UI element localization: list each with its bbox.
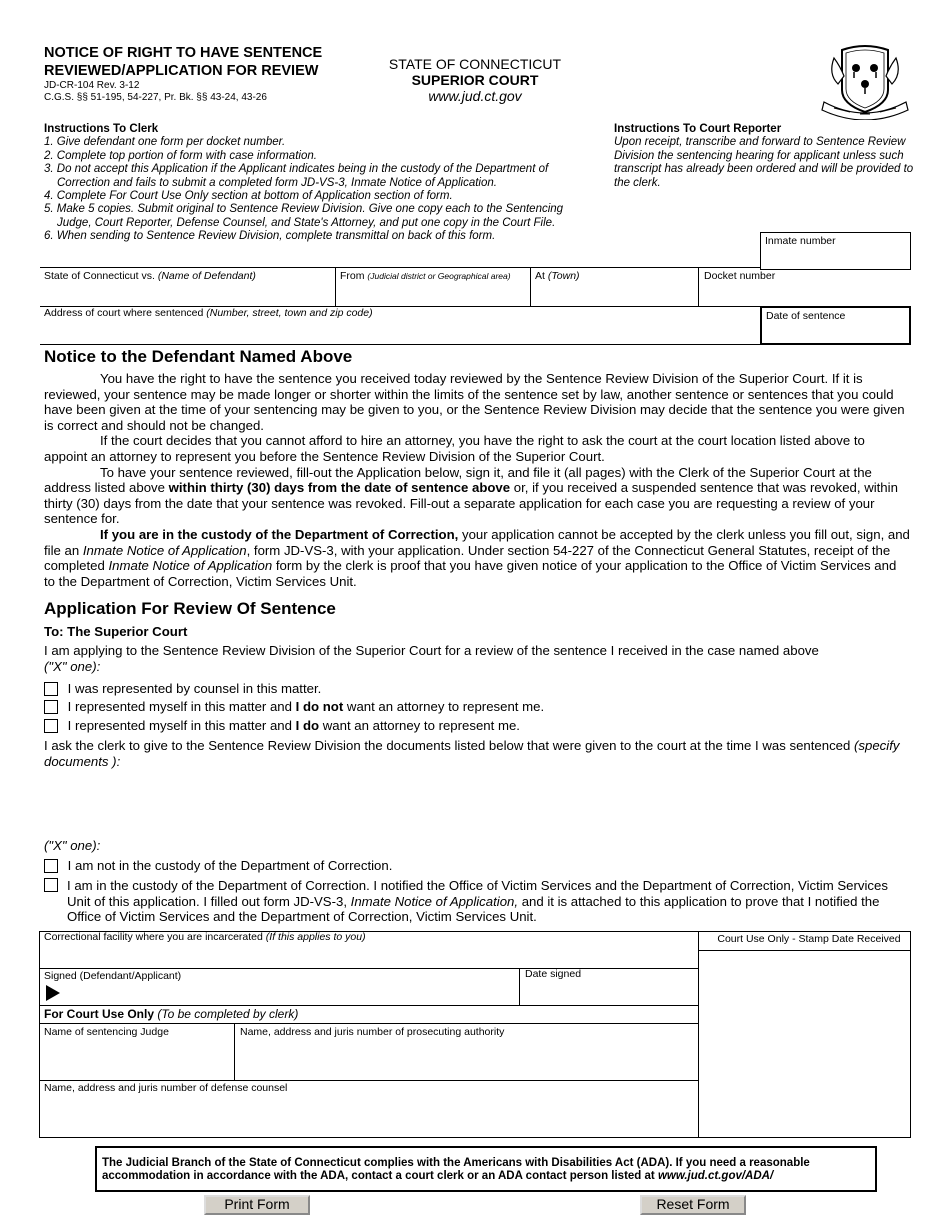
custody-yes-checkbox[interactable] [44,878,58,892]
option-emphasis: I do not [295,699,344,714]
application-intro-text: I am applying to the Sentence Review Division of the Superior Court for a review of the sentence I received in the case named above [44,643,819,658]
clerk-instruction-item: 5. Make 5 copies. Submit original to Sentence Review Division. Give one copy each to the Sentencing Judge, Court Reporter, Defense Counsel, and State's Attorney, and put one copy in the Court File. [44,203,564,229]
court-address-field[interactable] [40,305,748,321]
court-address-hint: (Number, street, town and zip code) [206,307,373,319]
custody-yes-label [67,878,912,925]
clerk-instructions-title: Instructions To Clerk [44,123,159,135]
clerk-instruction-item: 6. When sending to Sentence Review Division, complete transmittal on back of this form. [44,230,496,243]
docket-number-field[interactable] [700,268,908,284]
court-use-hint: (To be completed by clerk) [157,1007,299,1021]
clerk-instruction-item: 1. Give defendant one form per docket number. [44,136,286,149]
from-field[interactable] [336,268,534,284]
notice-paragraph-4 [44,527,910,589]
notice-body [44,371,910,589]
judge-label: Name of sentencing Judge [44,1026,169,1038]
custody-no-checkbox[interactable] [44,859,58,873]
court-address-label: Address of court where sentenced [44,307,204,319]
notice-paragraph-2: If the court decides that you cannot afford to hire an attorney, you have the right to ask the court at the court location listed above to appoint an attorney to represent you before the Sentence Review Division of the Superior Court. [44,433,865,464]
deadline-emphasis: within thirty (30) days from the date of sentence above [168,480,511,496]
application-heading: Application For Review Of Sentence [44,599,336,618]
option-want-attorney-checkbox[interactable] [44,719,58,733]
signature-field[interactable] [40,968,518,1007]
x-one-hint-2 [44,838,100,854]
notice-p4-text: your application cannot be accepted by the clerk unless you fill out, sign, and file an [44,526,910,558]
date-of-sentence-label: Date of sentence [766,310,846,322]
prosecutor-label: Name, address and juris number of prosecuting authority [240,1026,505,1038]
option-counsel-checkbox[interactable] [44,682,58,696]
notice-paragraph-1: You have the right to have the sentence you received today reviewed by the Sentence Review Division of the Superior Court. If it is reviewed, your sentence may be made longer or shorter within the limits of the sentence set by law, another sentence or sentences that you could have been given at the time of your sentencing may be given to you, or the Sentence Review Division may decide that the sentence you were given is correct and should not be changed. [44,371,905,433]
ada-link[interactable]: www.jud.ct.gov/ADA/ [657,1170,774,1182]
option-emphasis: I do [295,718,320,733]
court-header [360,56,590,104]
form-title-line1: NOTICE OF RIGHT TO HAVE SENTENCE [44,45,323,61]
stamp-area [699,951,911,1138]
date-signed-field[interactable] [521,966,699,982]
application-to: To: The Superior Court [44,624,188,639]
custody-emphasis: If you are in the custody of the Department of Correction, [100,526,459,542]
form-title-line2: REVIEWED/APPLICATION FOR REVIEW [44,63,319,79]
state-name: STATE OF CONNECTICUT [388,56,562,72]
custody-text: I am in the custody of the Department of Correction. I notified the Office of Victim Services and the Department of Correction, Victim Services Unit of this application. I filled out form JD-VS-3, [67,878,888,909]
reporter-instructions-body: Upon receipt, transcribe and forward to Sentence Review Division the sentencing hearing for applicant unless such transcript has already been ordered and will be provided to the clerk. [614,136,914,189]
custody-text: and it is attached to this application to prove that I notified the Office of Victim Services and the Department of Correction, Victim Services Unit. [67,893,880,925]
reset-form-button[interactable]: Reset Form [640,1195,746,1215]
judge-field[interactable] [40,1024,238,1040]
inmate-number-field[interactable] [760,232,911,270]
form-name-italic: Inmate Notice of Application [108,558,273,574]
clerk-instruction-item: 2. Complete top portion of form with case information. [44,149,317,162]
form-number: JD-CR-104 Rev. 3-12 [44,80,140,91]
from-label: From [340,270,365,282]
form-name-italic: Inmate Notice of Application [82,542,247,558]
x-one-hint: ("X" one): [44,658,101,674]
option-no-attorney-checkbox[interactable] [44,700,58,714]
ada-notice [95,1146,877,1192]
clerk-instructions [44,123,589,244]
signature-label: Signed (Defendant/Applicant) [44,970,182,982]
option-counsel-row [44,681,321,697]
court-name: SUPERIOR COURT [411,72,539,88]
clerk-instruction-item: 3. Do not accept this Application if the Applicant indicates being in the custody of the Department of Correction and fails to submit a completed form JD-VS-3, Inmate Notice of Application. [44,163,549,189]
option-text: I represented myself in this matter and [67,699,296,714]
option-counsel-label: I was represented by counsel in this matter. [67,681,322,696]
facility-hint: (If this applies to you) [265,931,366,943]
notice-p4-text: form by the clerk is proof that you have given notice of your application to the Office of Victim Services and to the Department of Correction, Victim Services Unit. [44,558,897,589]
reporter-instructions [614,123,914,190]
documents-request-text: I ask the clerk to give to the Sentence Review Division the documents listed below that were given to the court at the time I was sentenced [44,738,851,753]
stamp-label: Court Use Only - Stamp Date Received [717,933,901,945]
option-want-attorney-label [68,718,520,733]
form-name-italic: Inmate Notice of Application, [350,893,519,909]
defendant-label: State of Connecticut vs. [44,270,155,282]
inmate-number-label: Inmate number [765,235,836,247]
state-seal-icon [820,44,910,120]
docket-number-label: Docket number [704,270,776,282]
notice-p3-text: or, if you received a suspended sentence that was revoked, within thirty (30) days from the date that your sentence was revoked. Fill-out a separate application for each case you are requesting a review of your sentence for. [44,480,898,527]
date-signed-label: Date signed [525,968,582,980]
documents-input[interactable] [44,772,910,836]
facility-field[interactable] [40,929,698,945]
custody-no-label: I am not in the custody of the Department of Correction. [67,858,393,873]
divider [519,968,520,1006]
clerk-instructions-list [44,136,589,243]
x-one-hint: ("X" one): [44,838,101,853]
court-website: www.jud.ct.gov [428,88,522,104]
at-label: At [535,270,545,282]
application-intro [44,643,910,674]
defense-counsel-field[interactable] [40,1080,698,1096]
option-text: want an attorney to represent me. [319,718,520,733]
notice-paragraph-3 [44,465,910,527]
date-of-sentence-field[interactable] [760,306,911,345]
form-meta [44,80,267,104]
facility-label: Correctional facility where you are incarcerated [44,931,263,943]
from-hint: (Judicial district or Geographical area) [367,271,511,281]
defendant-hint: (Name of Defendant) [157,270,256,282]
prosecutor-field[interactable] [236,1024,699,1040]
notice-heading: Notice to the Defendant Named Above [44,347,353,366]
documents-hint: (specify documents ): [44,738,900,769]
divider [40,344,760,345]
form-title [44,44,322,80]
at-hint: (Town) [547,270,580,282]
court-use-title: For Court Use Only [44,1007,155,1021]
custody-yes-checkbox-wrap [44,878,58,897]
custody-no-row [44,858,392,874]
option-text: I represented myself in this matter and [67,718,296,733]
notice-p4-text: , form JD-VS-3, with your application. Under section 54-227 of the Connecticut General Statutes, receipt of the completed [44,542,891,574]
defense-counsel-label: Name, address and juris number of defense counsel [44,1082,288,1094]
clerk-instruction-item: 4. Complete For Court Use Only section at bottom of Application section of form. [44,190,453,203]
option-no-attorney-row [44,699,544,715]
documents-request [44,738,910,769]
print-form-button[interactable]: Print Form [204,1195,310,1215]
court-use-heading [44,1007,298,1021]
at-field[interactable] [531,268,699,284]
defendant-field[interactable] [40,268,338,284]
notice-p3-text: To have your sentence reviewed, fill-out the Application below, sign it, and file it (all pages) with the Clerk of the Superior Court at the address listed above [44,464,872,496]
option-want-attorney-row [44,718,520,734]
reporter-instructions-title: Instructions To Court Reporter [614,123,782,135]
option-no-attorney-label [68,699,544,714]
option-text: want an attorney to represent me. [343,699,545,714]
signature-arrow-icon [44,984,62,1002]
statutes: C.G.S. §§ 51-195, 54-227, Pr. Bk. §§ 43-24, 43-26 [44,92,267,103]
ada-text: The Judicial Branch of the State of Connecticut complies with the Americans with Disabilities Act (ADA). If you need a reasonable accommodation in accordance with the ADA, contact a court clerk or an ADA contact person listed at [102,1157,810,1182]
